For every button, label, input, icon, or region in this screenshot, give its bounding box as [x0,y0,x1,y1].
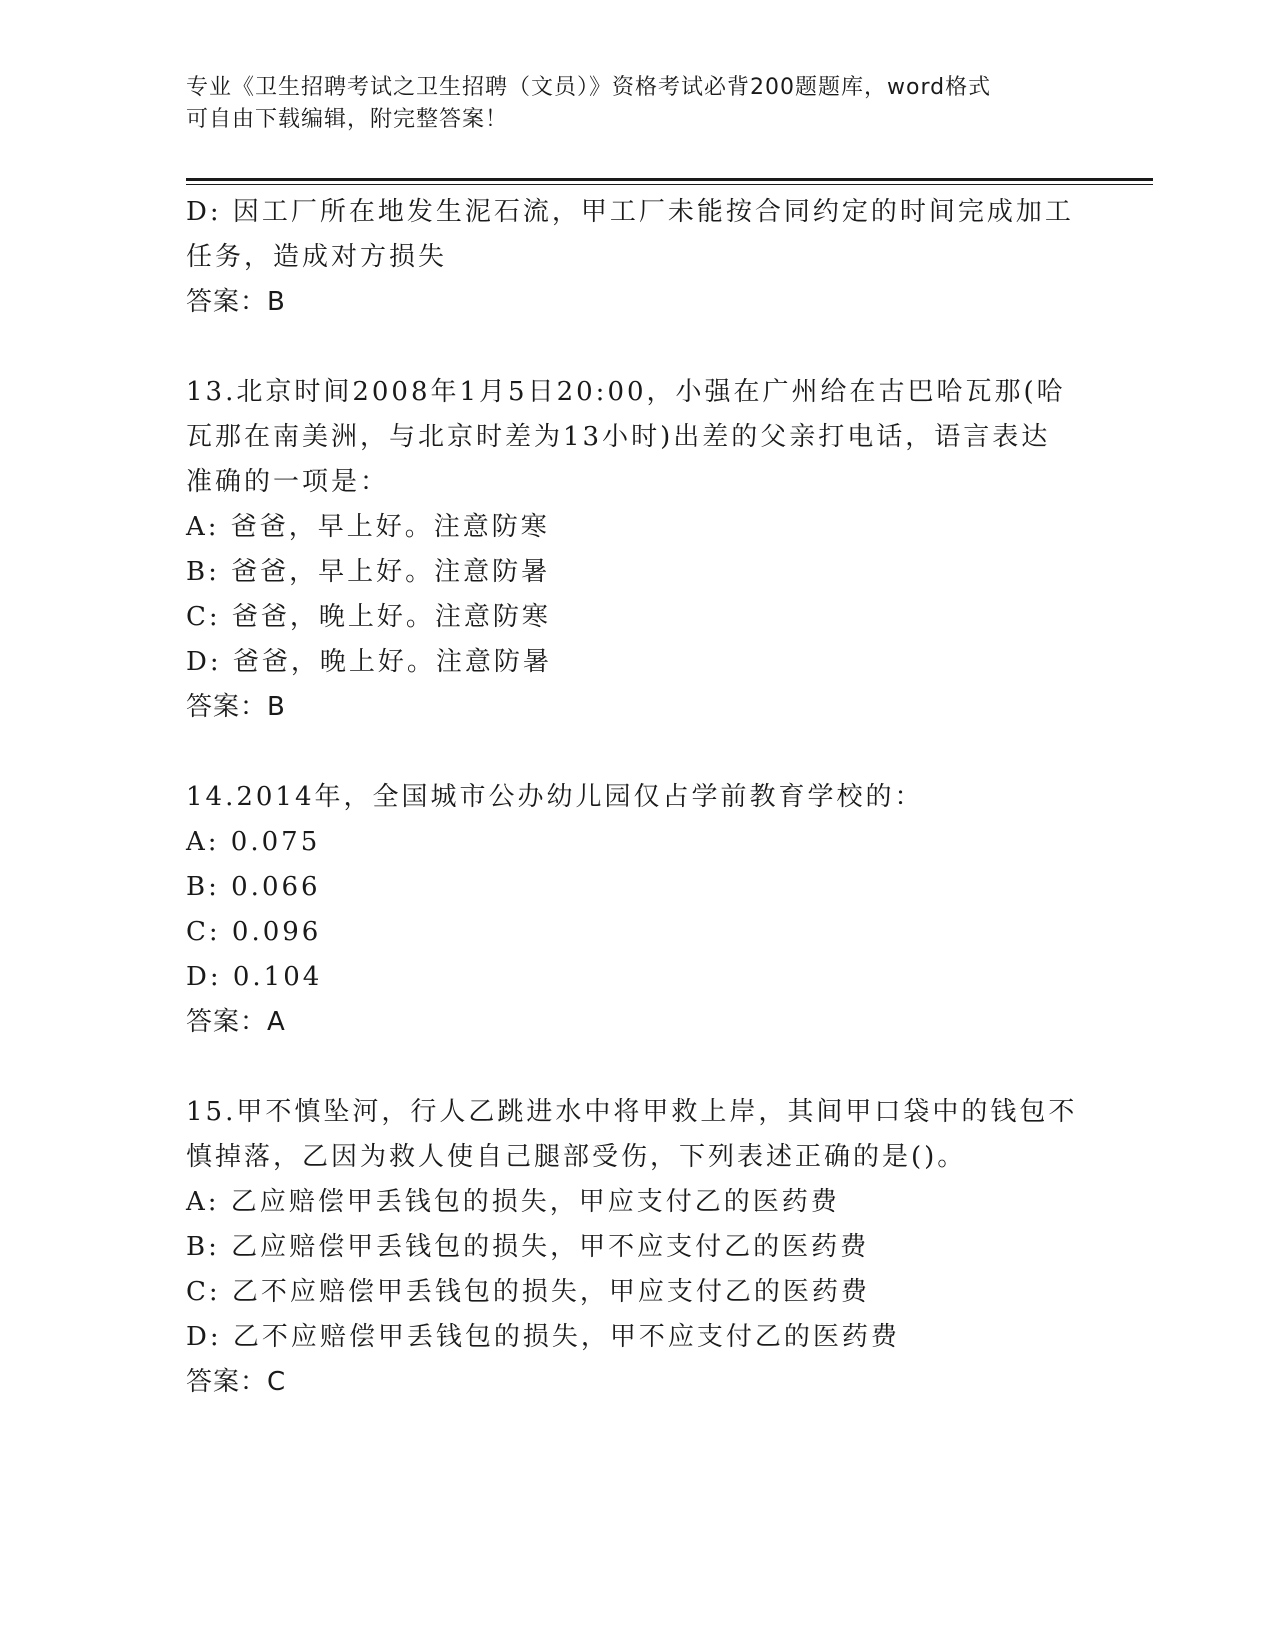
answer-line: 答案：C [186,1367,287,1397]
option-c: C: 爸爸，晚上好。注意防寒 [186,602,551,632]
option-d-continued: 任务，造成对方损失 [186,242,448,272]
option-b: B: 乙应赔偿甲丢钱包的损失，甲不应支付乙的医药费 [186,1232,870,1262]
option-d: D: 爸爸，晚上好。注意防暑 [186,647,552,677]
question-gap [186,325,1086,370]
question-12-continued [186,190,1086,325]
option-a: A: 0.075 [186,827,321,857]
question-13 [186,370,1086,730]
answer-line: 答案：A [186,1007,286,1037]
document-header [186,72,1066,136]
question-stem: 15.甲不慎坠河，行人乙跳进水中将甲救上岸，其间甲口袋中的钱包不 [186,1097,1078,1127]
option-b: B: 爸爸，早上好。注意防暑 [186,557,551,587]
option-c: C: 乙不应赔偿甲丢钱包的损失，甲应支付乙的医药费 [186,1277,870,1307]
header-title-line2: 可自由下载编辑，附完整答案！ [186,107,509,132]
option-b: B: 0.066 [186,872,321,902]
question-stem: 13.北京时间2008年1月5日20:00，小强在广州给在古巴哈瓦那(哈 [186,377,1066,407]
header-title-line1: 专业《卫生招聘考试之卫生招聘（文员）》资格考试必背200题题库，word格式 [186,75,992,100]
header-divider-thin [186,184,1153,185]
question-14 [186,775,1086,1045]
question-stem-continued: 瓦那在南美洲，与北京时差为13小时)出差的父亲打电话，语言表达 [186,422,1051,452]
question-stem-continued: 准确的一项是： [186,467,390,497]
option-d: D: 因工厂所在地发生泥石流，甲工厂未能按合同约定的时间完成加工 [186,197,1074,227]
header-divider-thick [186,178,1153,181]
answer-line: 答案：B [186,692,286,722]
question-stem: 14.2014年，全国城市公办幼儿园仅占学前教育学校的： [186,782,924,812]
question-gap [186,1045,1086,1090]
question-gap [186,730,1086,775]
question-15 [186,1090,1086,1405]
option-d: D: 乙不应赔偿甲丢钱包的损失，甲不应支付乙的医药费 [186,1322,900,1352]
document-body [186,190,1086,1405]
answer-line: 答案：B [186,287,286,317]
option-a: A: 乙应赔偿甲丢钱包的损失，甲应支付乙的医药费 [186,1187,840,1217]
question-stem-continued: 慎掉落，乙因为救人使自己腿部受伤，下列表述正确的是()。 [186,1142,967,1172]
option-c: C: 0.096 [186,917,322,947]
option-a: A: 爸爸，早上好。注意防寒 [186,512,550,542]
option-d: D: 0.104 [186,962,323,992]
